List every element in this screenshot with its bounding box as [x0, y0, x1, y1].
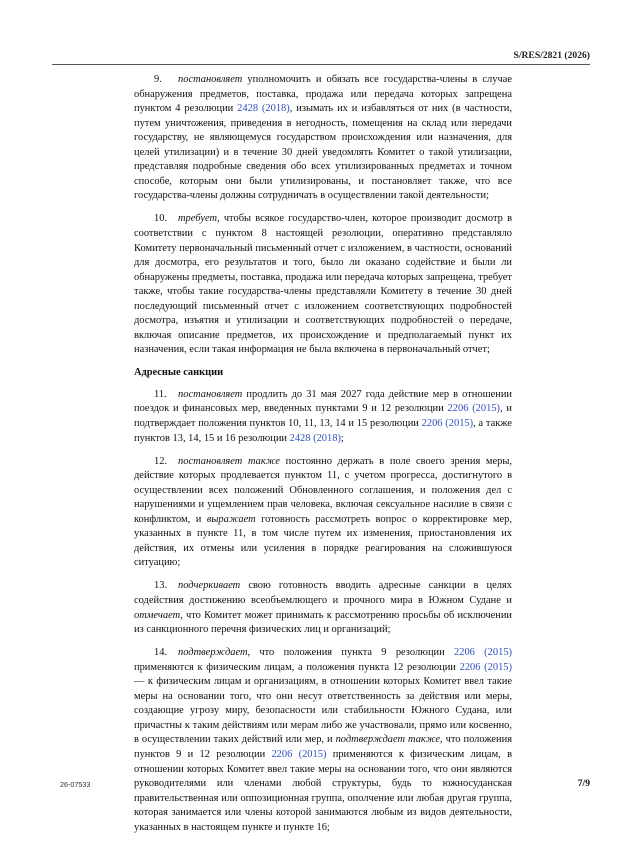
operative-verb: постановляет — [178, 74, 243, 85]
operative-verb: подчеркивает — [178, 580, 241, 592]
resolution-link[interactable]: 2206 (2015) — [459, 661, 512, 673]
paragraph-text: , что положения пункта 9 резолюции — [247, 647, 455, 659]
section-heading: Адресные санкции — [134, 366, 224, 378]
paragraph-text: — к физическим лицам и организациям, в отношении которых Комитет ввел такие меры на основании того, что они несут ответственность за действия или меры, создающие угрозу миру, безопасности или стабильности Южного Судана, или причастны к таким действиям или мерам либо же участвовали, прямо или косвенно, в осуществлении таких действий или мер, и — [134, 676, 512, 746]
resolution-link[interactable]: 2428 (2018) — [237, 103, 290, 115]
paragraphs-operative-group-1 — [134, 73, 512, 358]
document-symbol: S/RES/2821 (2026) — [513, 50, 590, 61]
paragraph-text: продлить до 31 мая 2027 года действие мер в отношении поездок и финансовых мер, введенных пунктами 9 и 12 резолюции — [134, 388, 512, 415]
paragraph-text: , чтобы всякое государство-член, которое производит досмотр в соответствии с пунктом 8 настоящей резолюции, оперативно представляло Комитету первоначальный письменный отчет с изложением, в частности, оснований для досмотра, его результатов и того, было ли оказано содействие и были ли обнаружены предметы, поставка, продажа или передача которых запрещена, требует также, чтобы такие государства-члены представляли Комитету в течение 30 дней последующий письменный отчет с изложением соответствующих подробностей досмотра, изъятия и утилизации и соответствующих подробностей о передаче, включая описание предметов, их происхождение и предполагаемый пункт их назначения, если такая информация не была включена в первоначальный отчет; — [134, 213, 512, 356]
paragraph-text: готовность рассмотреть вопрос о корректировке мер, указанных в пункте 11, в том числе путем их изменения, приостановления их действия, их отмены или усиления в порядке реагирования на сложившуюся ситуацию; — [134, 513, 512, 569]
paragraph-text: свою готовность вводить адресные санкции в целях содействия достижению всеобъемлющего и прочного мира в Южном Судане и — [134, 580, 512, 606]
operative-verb: постановляет — [178, 388, 243, 400]
paragraph-text: , и подтверждает положения пунктов 10, 11, 13, 14 и 15 резолюции — [134, 403, 513, 429]
paragraph-9 — [134, 73, 512, 204]
resolution-link[interactable]: 2206 (2015) — [454, 647, 513, 659]
paragraph-text: , что положения пунктов 9 и 12 резолюции — [134, 734, 512, 760]
paragraph-number: 11. — [154, 388, 167, 400]
paragraph-10 — [134, 212, 512, 357]
paragraph-text: , что Комитет может принимать к рассмотрению просьбы об исключении из санкционного перечня физических лиц и организаций; — [134, 609, 512, 636]
paragraph-text: уполномочить и обязать все государства-члены в случае обнаружения предметов, поставка, продажа или передача которых запрещена пунктом 4 резолюции — [134, 74, 512, 115]
resolution-link[interactable]: 2206 (2015) — [271, 748, 327, 760]
paragraph-number: 12. — [154, 455, 168, 467]
paragraph-12 — [134, 455, 512, 571]
document-body — [134, 73, 512, 844]
operative-verb: подтверждает также — [335, 734, 441, 746]
paragraph-number: 14. — [154, 647, 168, 659]
operative-verb: выражает — [206, 513, 256, 525]
paragraph-text: применяются к физическим лицам, в отношении которых Комитет ввел такие меры на основании того, что они являются руководителями или членами любой структуры, будь то южносуданская правительственная или оппозиционная группа, ополчение или любая другая группа, которая занимается или члены которой занимаются любым из видов деятельности, указанных в настоящем пункте и пункте 16; — [134, 748, 512, 833]
paragraph-13 — [134, 579, 512, 637]
operative-verb: подтверждает — [178, 647, 248, 659]
operative-verb: отмечает — [134, 609, 181, 621]
resolution-link[interactable]: 2206 (2015) — [421, 417, 474, 429]
paragraph-11 — [134, 388, 512, 446]
paragraph-text: ; — [340, 432, 344, 444]
paragraph-number: 9. — [154, 74, 162, 85]
paragraph-text: постоянно держать в поле своего зрения меры, действие которых продлевается пунктом 11, с учетом прогресса, достигнутого в осуществлении всех положений Обновленного соглашения, и положения дел с нарушениями и ущемлением прав человека, включая сексуальное насилие в связи с конфликтом, и — [134, 455, 512, 525]
paragraph-14 — [134, 646, 512, 835]
resolution-link[interactable]: 2428 (2018) — [289, 432, 341, 444]
header-divider — [52, 64, 590, 65]
paragraph-text: , а также пунктов 13, 14, 15 и 16 резолюции — [134, 417, 513, 444]
resolution-link[interactable]: 2206 (2015) — [447, 403, 501, 415]
operative-verb: требует — [178, 213, 218, 225]
job-number: 26-07533 — [60, 780, 91, 789]
page-number: 7/9 — [577, 778, 590, 789]
paragraph-text: применяются к физическим лицам, а положения пункта 12 резолюции — [134, 661, 460, 673]
paragraphs-operative-group-2 — [134, 388, 512, 835]
operative-verb: постановляет также — [178, 455, 280, 467]
paragraph-text: , изымать их и избавляться от них (в частности, путем уничтожения, приведения в негодность, помещения на склад или передачи государству, не являющемуся государством происхождения или назначения, для целей утилизации) и в течение 30 дней уведомлять Комитет о такой утилизации, представляя подробные сведения обо всех утилизированных предметах и точном способе, которым они были утилизированы, и постановляет также, что все государства-члены должны сотрудничать в осуществлении такой деятельности; — [134, 103, 512, 202]
paragraph-number: 13. — [154, 580, 168, 592]
paragraph-number: 10. — [154, 213, 168, 225]
